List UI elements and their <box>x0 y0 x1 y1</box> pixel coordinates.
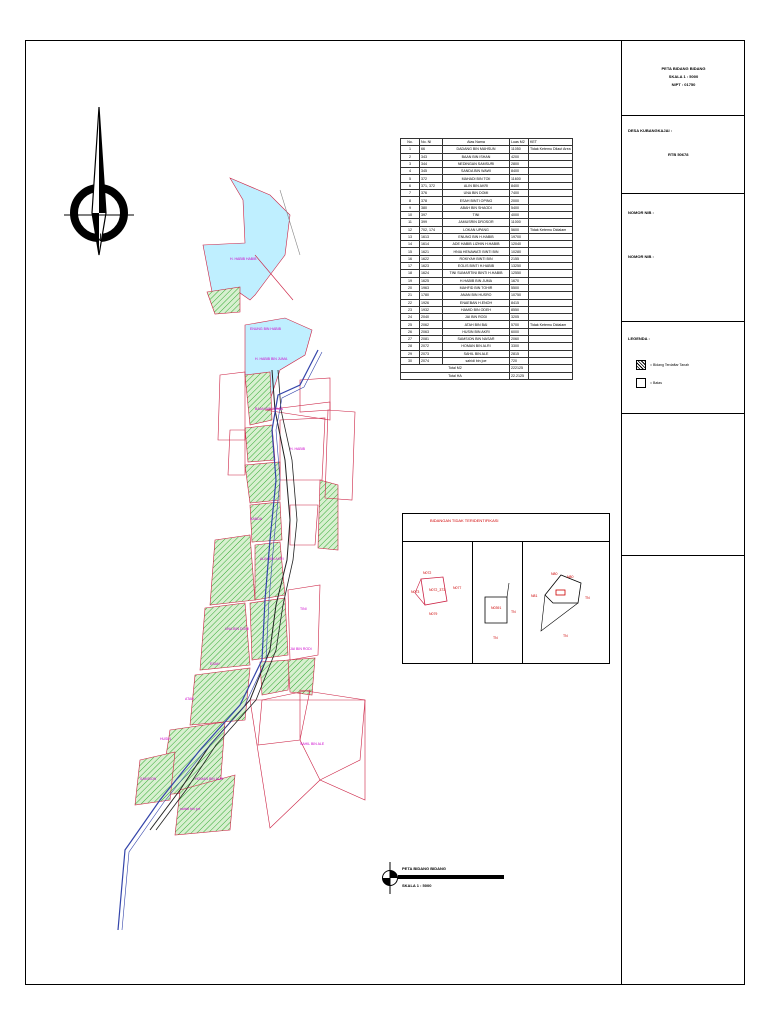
table-cell: 8 <box>401 197 420 204</box>
table-cell: 343 <box>420 153 443 160</box>
table-cell: 5700 <box>510 321 529 328</box>
legend-label-1: = Batas <box>650 381 662 385</box>
table-row <box>401 241 573 248</box>
svg-text:H. HABIB: H. HABIB <box>290 447 305 451</box>
table-cell: ROKIYAH BINTI BIN <box>443 255 510 262</box>
table-cell <box>529 168 573 175</box>
table-row <box>401 146 573 153</box>
unidentified-parcels-box <box>402 513 610 664</box>
table-cell: Tidak Ketemu Didalam <box>529 321 573 328</box>
table-row <box>401 226 573 233</box>
table-row <box>401 314 573 321</box>
table-cell <box>529 160 573 167</box>
table-cell: 13 <box>401 233 420 240</box>
table-cell: JAI BIN RODI <box>443 314 510 321</box>
table-cell: 345 <box>420 168 443 175</box>
title-line-2: SKALA 1 : 5000 <box>668 74 699 79</box>
svg-text:TINI: TINI <box>300 607 307 611</box>
p2-label-1: TN <box>511 610 516 614</box>
p3-label-2: N81 <box>531 594 538 598</box>
table-row <box>401 233 573 240</box>
svg-text:HOMAN BIN ALRI: HOMAN BIN ALRI <box>195 777 224 781</box>
table-cell: UNA BIN DOMI <box>443 190 510 197</box>
table-row <box>401 182 573 189</box>
table-cell <box>529 190 573 197</box>
svg-text:UNA BIN DOMI: UNA BIN DOMI <box>225 627 250 631</box>
p2-label-2: TN <box>493 636 498 640</box>
table-cell <box>529 153 573 160</box>
parcel-table <box>400 138 573 380</box>
svg-text:ALIN BIN AKRI: ALIN BIN AKRI <box>260 557 284 561</box>
table-cell <box>529 175 573 182</box>
table-cell <box>529 299 573 306</box>
table-row <box>401 350 573 357</box>
table-cell: JAMUSRIN DROSOR <box>443 219 510 226</box>
table-cell: H.HABIB BIN JUMA <box>443 277 510 284</box>
table-cell: 4200 <box>510 153 529 160</box>
table-cell: 376 <box>420 190 443 197</box>
table-cell <box>529 219 573 226</box>
unidentified-panel-2 <box>473 541 523 664</box>
table-cell: 1780 <box>420 292 443 299</box>
total-m2-row <box>401 365 573 372</box>
svg-text:ESAH: ESAH <box>210 662 220 666</box>
blank-cell <box>622 414 745 556</box>
table-cell: SANDA BIN WAWI <box>443 168 510 175</box>
table-cell: 25 <box>401 321 420 328</box>
table-cell: 12040 <box>510 241 529 248</box>
table-cell <box>529 292 573 299</box>
nib-cell <box>622 194 745 322</box>
table-cell <box>529 233 573 240</box>
table-cell <box>529 270 573 277</box>
table-cell: 2800 <box>510 160 529 167</box>
table-cell: 3 <box>401 160 420 167</box>
scale-bar <box>382 862 512 907</box>
table-cell: 2155 <box>510 255 529 262</box>
table-cell: 7400 <box>510 190 529 197</box>
table-cell: 6 <box>401 182 420 189</box>
table-cell: sahidi bin joe <box>443 357 510 364</box>
svg-text:ENUNG BIN HABIB: ENUNG BIN HABIB <box>250 327 281 331</box>
svg-text:H. HABIB BIN JUMA: H. HABIB BIN JUMA <box>255 357 288 361</box>
table-cell: 19 <box>401 277 420 284</box>
table-row <box>401 219 573 226</box>
p1-label-3: N077 <box>453 586 462 590</box>
table-row <box>401 277 573 284</box>
table-cell: HUSIN BIN AKRI <box>443 328 510 335</box>
table-cell: 11000 <box>510 219 529 226</box>
table-cell: LOKAN UPANG <box>443 226 510 233</box>
p2-label-0: N0391 <box>491 606 502 610</box>
table-cell: 8415 <box>510 299 529 306</box>
svg-text:SAMSION: SAMSION <box>140 777 157 781</box>
title-line-1: PETA BIDANG BIDANG <box>661 66 706 71</box>
table-cell: EOLIS BINTI H.HABIB <box>443 263 510 270</box>
table-cell: HAMID BIN ODEH <box>443 306 510 313</box>
table-cell: ENUNG BIN H.HABIB <box>443 233 510 240</box>
table-cell: 12 <box>401 226 420 233</box>
table-cell: 8550 <box>510 306 529 313</box>
table-row <box>401 299 573 306</box>
table-cell: 14 <box>401 241 420 248</box>
table-cell: 21 <box>401 292 420 299</box>
p3-label-3: TN <box>585 596 590 600</box>
table-cell: 399 <box>420 219 443 226</box>
unidentified-panel-1 <box>403 541 473 664</box>
table-cell: 3205 <box>510 314 529 321</box>
p3-label-4: TN <box>563 634 568 638</box>
table-cell: 5600 <box>510 226 529 233</box>
table-cell: 2063 <box>420 328 443 335</box>
unidentified-header <box>403 514 609 542</box>
table-cell: 28 <box>401 343 420 350</box>
table-cell: Tidak Ketemu Dilaut Area <box>530 147 571 152</box>
table-cell: Tidak Ketemu Didalam <box>529 226 573 233</box>
p1-label-4: N079 <box>429 612 438 616</box>
table-row <box>401 204 573 211</box>
table-cell: 371, 372 <box>420 182 443 189</box>
table-cell: 11 <box>401 219 420 226</box>
p1-label-2: N072_373 <box>429 588 446 592</box>
table-cell: ESAH BINTI OPING <box>443 197 510 204</box>
table-row <box>401 292 573 299</box>
p1-label-1: N073 <box>411 590 420 594</box>
table-cell: 1623 <box>420 263 443 270</box>
table-cell: 6000 <box>510 328 529 335</box>
total-m2-value: 222125 <box>510 365 529 372</box>
table-cell: 1613 <box>420 233 443 240</box>
svg-text:SANDA: SANDA <box>250 517 263 521</box>
table-cell: 9 <box>401 204 420 211</box>
table-cell: ANAN BIN HUSRO <box>443 292 510 299</box>
table-cell: SAHIL BIN ALE <box>443 350 510 357</box>
table-cell: ATAH BIN BAI <box>443 321 510 328</box>
table-cell: DADANG BIN MAHSUN <box>443 146 510 153</box>
table-cell: 2060 <box>510 336 529 343</box>
table-row <box>401 168 573 175</box>
table-cell <box>529 314 573 321</box>
table-cell <box>529 328 573 335</box>
table-cell: 66 <box>420 146 443 153</box>
table-cell: 15 <box>401 248 420 255</box>
scale-title: PETA BIDANG BIDANG <box>402 866 446 871</box>
table-cell: MAHFID BIN TOHIR <box>443 284 510 291</box>
table-row <box>401 328 573 335</box>
table-cell: 2072 <box>420 343 443 350</box>
svg-text:ATAH: ATAH <box>185 697 194 701</box>
table-cell: 16 <box>401 255 420 262</box>
nib-label-a: NOMOR NIB : <box>628 210 654 215</box>
table-cell: 1963 <box>420 284 443 291</box>
table-cell: 17 <box>401 263 420 270</box>
header-no: No. <box>401 139 420 146</box>
total-ha-label: Total HA <box>401 372 510 379</box>
table-row <box>401 197 573 204</box>
table-cell: BAAN BIN ISHAN <box>443 153 510 160</box>
table-cell: 1621 <box>420 248 443 255</box>
table-cell <box>529 350 573 357</box>
table-cell: 2815 <box>510 350 529 357</box>
table-cell: 4000 <box>510 211 529 218</box>
table-cell: 26 <box>401 328 420 335</box>
table-cell: 10 <box>401 211 420 218</box>
table-cell <box>529 211 573 218</box>
legend-swatch-hatched <box>636 360 646 370</box>
table-cell: 378 <box>420 197 443 204</box>
table-cell: 8400 <box>510 168 529 175</box>
table-cell <box>529 241 573 248</box>
table-cell: HOMAN BIN ALRI <box>443 343 510 350</box>
table-row <box>401 255 573 262</box>
compass-letter: N <box>94 232 102 244</box>
table-cell: 29 <box>401 350 420 357</box>
table-cell: 11050 <box>510 146 529 153</box>
table-cell <box>529 248 573 255</box>
water-area-north <box>203 178 290 300</box>
table-cell: 2062 <box>420 321 443 328</box>
table-cell: 2074 <box>420 357 443 364</box>
svg-text:sahidi bin joe: sahidi bin joe <box>180 807 201 811</box>
table-cell: ALIN BIN AKRI <box>443 182 510 189</box>
table-cell: 1614 <box>420 241 443 248</box>
table-cell: 24 <box>401 314 420 321</box>
table-cell: 2000 <box>510 197 529 204</box>
p3-label-1: N80 <box>567 575 574 579</box>
legend-cell <box>622 322 745 414</box>
table-cell: 23 <box>401 306 420 313</box>
table-cell: 3300 <box>510 343 529 350</box>
location-cell <box>622 116 745 194</box>
legend-title: LEGENDA : <box>628 336 650 341</box>
table-cell: 2081 <box>420 336 443 343</box>
svg-text:HUSIN: HUSIN <box>160 737 171 741</box>
header-ni: No. NI <box>420 139 443 146</box>
table-cell: TINI SUMARTINI BINTI H.HABIB <box>443 270 510 277</box>
table-cell: 27 <box>401 336 420 343</box>
table-cell: 18 <box>401 270 420 277</box>
title-line-3: NIPT : 01750 <box>671 82 696 87</box>
table-cell: 5 <box>401 175 420 182</box>
table-cell <box>529 204 573 211</box>
table-cell: HNIA HENAWATI BINTI BIN <box>443 248 510 255</box>
table-cell: 8400 <box>510 182 529 189</box>
table-row <box>401 321 573 328</box>
table-cell <box>529 255 573 262</box>
table-cell: 1625 <box>420 277 443 284</box>
table-cell: 1624 <box>420 270 443 277</box>
table-cell: 5400 <box>510 204 529 211</box>
table-cell: ENAEBAN H.ENOH <box>443 299 510 306</box>
table-cell <box>529 306 573 313</box>
table-cell: 4 <box>401 168 420 175</box>
svg-text:SAHIL BIN ALE: SAHIL BIN ALE <box>300 742 325 746</box>
table-cell: 702, 174 <box>420 226 443 233</box>
table-cell: 5500 <box>510 284 529 291</box>
table-cell: 12550 <box>510 270 529 277</box>
nib-label-b: NOMOR NIB : <box>628 254 654 259</box>
header-name: Atas Nama <box>443 139 510 146</box>
table-cell: 1926 <box>420 299 443 306</box>
table-row <box>401 248 573 255</box>
p1-label-0: N072 <box>423 571 432 575</box>
table-cell <box>529 336 573 343</box>
svg-text:JAI BIN RODI: JAI BIN RODI <box>290 647 312 651</box>
total-ha-value: 22.2125 <box>510 372 529 379</box>
table-cell: ABAH BIN SHAODI <box>443 204 510 211</box>
table-row <box>401 357 573 364</box>
table-cell <box>529 182 573 189</box>
table-cell: 7 <box>401 190 420 197</box>
table-row <box>401 190 573 197</box>
table-row <box>401 306 573 313</box>
unidentified-title: BIDANGAN TIDAK TERIDENTIFIKASI <box>430 518 499 523</box>
table-cell: ADE HABIB LIZHIN H.HABIB <box>443 241 510 248</box>
table-cell: 344 <box>420 160 443 167</box>
table-cell: NEDINGAN SAMSURI <box>443 160 510 167</box>
legend-swatch-empty <box>636 378 646 388</box>
table-row <box>401 263 573 270</box>
title-cell <box>622 40 745 116</box>
svg-text:BAAN BIN ISHAN: BAAN BIN ISHAN <box>255 407 284 411</box>
parcel-map <box>100 160 400 940</box>
legend-label-0: = Bidang Terdaftar Tanah <box>650 363 690 367</box>
header-area: Luas M2 <box>510 139 529 146</box>
table-row <box>401 270 573 277</box>
table-cell <box>529 357 573 364</box>
table-cell <box>529 277 573 284</box>
table-cell <box>529 263 573 270</box>
table-cell: 13250 <box>510 263 529 270</box>
table-cell: 1932 <box>420 306 443 313</box>
svg-text:H. HABIB HABIB: H. HABIB HABIB <box>230 257 257 261</box>
table-cell: 19700 <box>510 233 529 240</box>
table-cell: 30 <box>401 357 420 364</box>
table-cell: 1670 <box>510 277 529 284</box>
table-row <box>401 343 573 350</box>
table-cell: 22 <box>401 299 420 306</box>
table-cell: 10750 <box>510 292 529 299</box>
table-cell: 11600 <box>510 175 529 182</box>
table-cell: SAMSION BIN NASAR <box>443 336 510 343</box>
table-row <box>401 284 573 291</box>
table-row <box>401 175 573 182</box>
table-header-row <box>401 139 573 146</box>
table-cell: 397 <box>420 211 443 218</box>
table-cell <box>529 284 573 291</box>
title-block <box>621 40 745 985</box>
table-cell <box>529 197 573 204</box>
table-cell: 2073 <box>420 350 443 357</box>
location-value: RTB 50678 <box>668 152 689 157</box>
table-row <box>401 160 573 167</box>
table-cell: 1 <box>401 146 420 153</box>
table-cell: 20 <box>401 284 420 291</box>
table-row <box>401 153 573 160</box>
table-cell <box>529 343 573 350</box>
table-cell: 720 <box>510 357 529 364</box>
p3-label-0: N80 <box>551 572 558 576</box>
header-note: KET <box>529 139 573 146</box>
total-ha-row <box>401 372 573 379</box>
table-cell: 2 <box>401 153 420 160</box>
table-cell: 1622 <box>420 255 443 262</box>
table-cell: MAHADI BIN TOII <box>443 175 510 182</box>
total-m2-label: Total M2 <box>401 365 510 372</box>
table-row <box>401 211 573 218</box>
unidentified-panel-3 <box>523 541 610 664</box>
location-label: DESA KUBANGKAJAI : <box>628 128 673 133</box>
table-cell: TINI <box>443 211 510 218</box>
table-cell: 10280 <box>510 248 529 255</box>
table-cell: 380 <box>420 204 443 211</box>
table-row <box>401 336 573 343</box>
table-cell: 372 <box>420 175 443 182</box>
table-cell: 2040 <box>420 314 443 321</box>
scale-ratio: SKALA 1 : 5000 <box>402 883 432 888</box>
